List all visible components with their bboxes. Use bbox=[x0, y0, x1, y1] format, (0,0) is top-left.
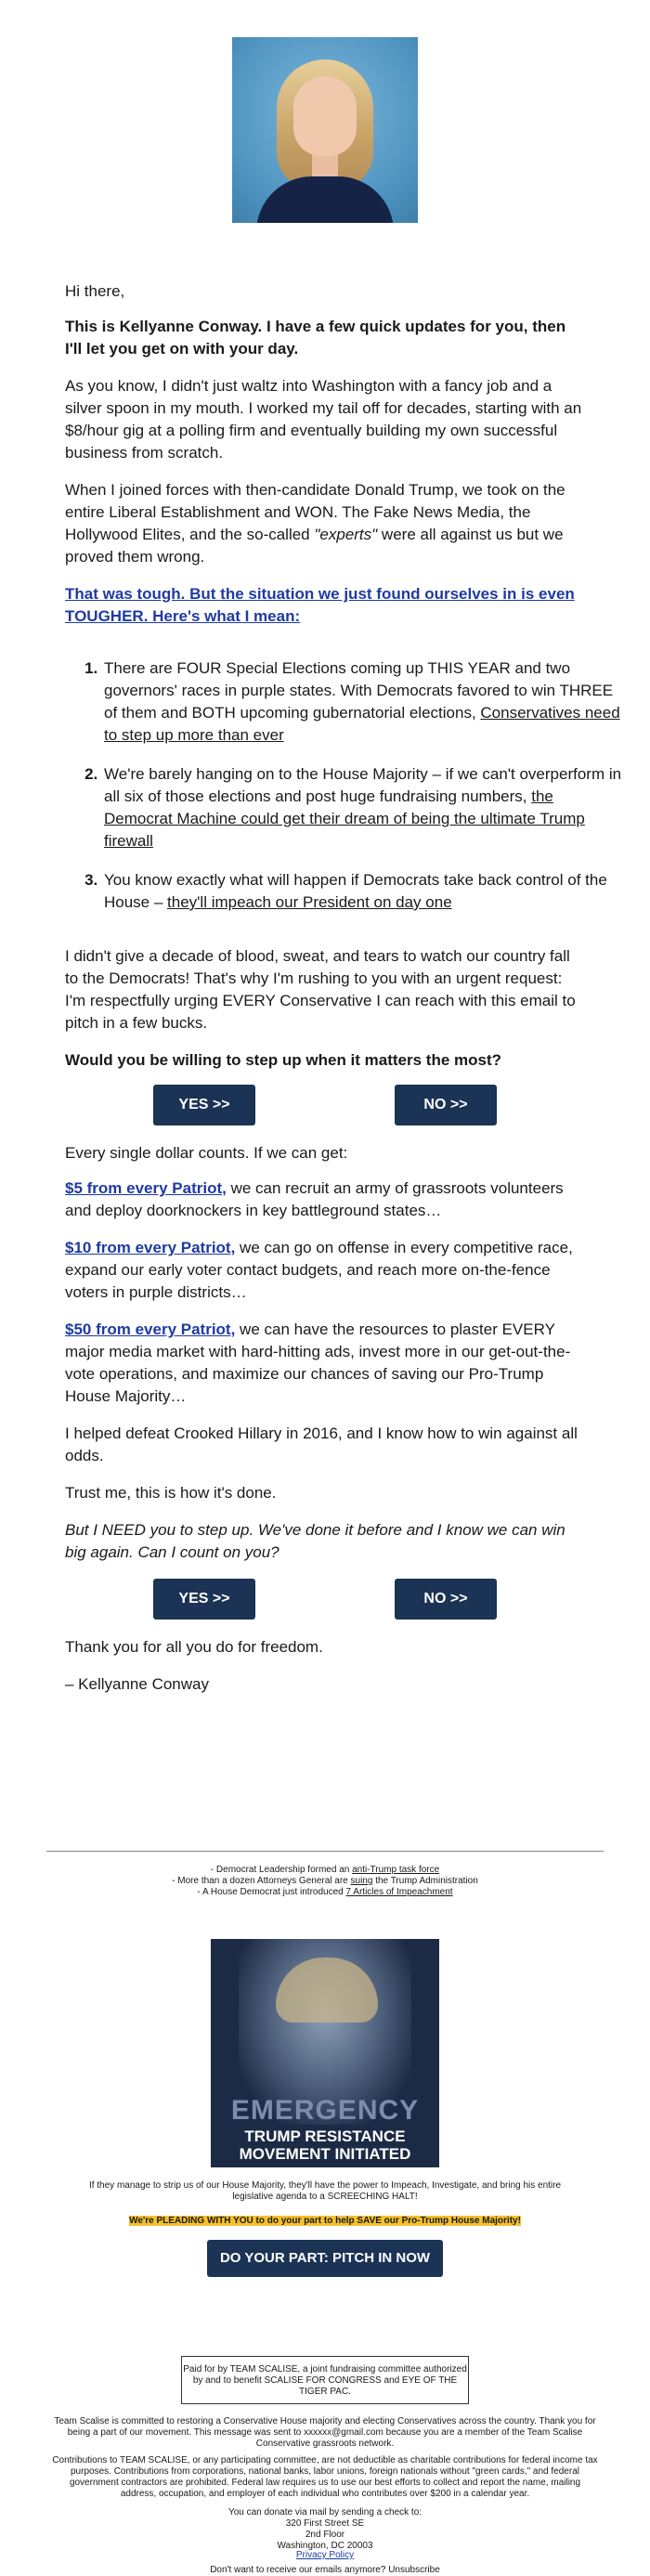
paragraph-urgent-request: I didn't give a decade of blood, sweat, and tears to watch our country fall to the Democrats! That's why I'm rushing to you with an urgent request: I'm respectfully urging EVERY Conservative I can reach with this email to pitch in a few bucks. bbox=[65, 947, 576, 1032]
thanks-text: Thank you for all you do for freedom. bbox=[65, 1638, 323, 1656]
impeachment-link[interactable]: 7 Articles of Impeachment bbox=[345, 1887, 453, 1897]
tough-link[interactable]: That was tough. But the situation we just found ourselves in is even TOUGHER. Here's what I mean: bbox=[65, 585, 575, 625]
paragraph-step-up: But I NEED you to step up. We've done it before and I know we can win big again. Can I count on you? bbox=[65, 1521, 566, 1561]
yes-button[interactable]: YES >> bbox=[153, 1085, 255, 1125]
highlight-row bbox=[0, 2216, 650, 2227]
privacy-row bbox=[0, 2550, 650, 2561]
ask-5-link[interactable]: $5 from every Patriot, bbox=[65, 1179, 227, 1197]
updates-list bbox=[65, 657, 622, 930]
paragraph-every-dollar: Every single dollar counts. If we can get: bbox=[65, 1144, 348, 1162]
signature: – Kellyanne Conway bbox=[65, 1675, 209, 1693]
divider bbox=[46, 1851, 604, 1852]
ask-10-link[interactable]: $10 from every Patriot, bbox=[65, 1239, 236, 1256]
paragraph-crooked-hillary: I helped defeat Crooked Hillary in 2016, and I know how to win against all odds. bbox=[65, 1425, 578, 1464]
paragraph-joined-forces: When I joined forces with then-candidate Donald Trump, we took on the entire Liberal Establishment and WON. The Fake News Media, the Hollywood Elites, and the so-called "experts" were all against us but we proved them wrong. bbox=[65, 481, 566, 566]
vote-buttons-2 bbox=[65, 1579, 585, 1620]
footer-bullet: - A House Democrat just introduced 7 Articles of Impeachment bbox=[197, 1887, 453, 1897]
footer-bullet: - More than a dozen Attorneys General are suing the Trump Administration bbox=[172, 1876, 478, 1886]
warning-text: If they manage to strip us of our House Majority, they'll have the power to Impeach, Investigate, and bring his entire legislative agenda to a SCREECHING HALT! bbox=[88, 2180, 562, 2202]
highlight-text: We're PLEADING WITH YOU to do your part to help SAVE our Pro-Trump House Majority! bbox=[129, 2216, 521, 2226]
emergency-title: EMERGENCY bbox=[230, 2095, 420, 2126]
email-body bbox=[65, 37, 622, 1802]
emergency-banner-image[interactable] bbox=[211, 1939, 439, 2167]
no-button[interactable]: NO >> bbox=[395, 1579, 497, 1620]
question-text: Would you be willing to step up when it matters the most? bbox=[65, 1051, 502, 1069]
yes-button[interactable]: YES >> bbox=[153, 1579, 255, 1620]
list-item: 1. There are FOUR Special Elections coming up THIS YEAR and two governors' races in purple states. With Democrats favored to win THREE of them and BOTH upcoming gubernatorial elections, Conservatives need to step up more than ever bbox=[102, 657, 622, 747]
list-item: 2. We're barely hanging on to the House Majority – if we can't overperform in all six of those elections and post huge fundraising numbers, the Democrat Machine could get their dream of being the ultimate Trump firewall bbox=[102, 763, 622, 852]
paragraph-background: As you know, I didn't just waltz into Washington with a fancy job and a silver spoon in my mouth. I worked my tail off for decades, starting with an $8/hour gig at a polling firm and eventually building my own successful business from scratch. bbox=[65, 377, 582, 462]
paid-for-box: Paid for by TEAM SCALISE, a joint fundraising committee authorized by and to benefit SCALISE FOR CONGRESS and EYE OF THE TIGER PAC. bbox=[181, 2356, 469, 2404]
ask-10: $10 from every Patriot, we can go on offense in every competitive race, expand our early voter contact budgets, and reach more on-the-fence voters in purple districts… bbox=[65, 1239, 573, 1301]
ask-5: $5 from every Patriot, we can recruit an army of grassroots volunteers and deploy doorknockers in key battleground states… bbox=[65, 1179, 564, 1219]
privacy-policy-link[interactable]: Privacy Policy bbox=[295, 2550, 355, 2560]
ask-50: $50 from every Patriot, we can have the resources to plaster EVERY major media market with hard-hitting ads, invest more in our get-out-the-vote operations, and maximize our chances of saving our Pro-Trump House Majority… bbox=[65, 1321, 571, 1405]
about-text: Team Scalise is committed to restoring a Conservative House majority and electing Conservatives across the country. Thank you for being a part of our movement. This message was sent to xxxxxx@gmail.com because you are a member of the Team Scalise Conservative grassroots network. bbox=[54, 2416, 596, 2449]
list-item: 3. You know exactly what will happen if Democrats take back control of the House – they'll impeach our President on day one bbox=[102, 869, 622, 914]
no-button[interactable]: NO >> bbox=[395, 1085, 497, 1125]
greeting: Hi there, bbox=[65, 282, 125, 300]
paragraph-tough bbox=[65, 583, 585, 628]
suing-link[interactable]: suing bbox=[350, 1876, 373, 1886]
footer-bullets bbox=[0, 1865, 650, 1898]
legal-text: Contributions to TEAM SCALISE, or any participating committee, are not deductible as charitable contributions for federal income tax purposes. Contributions from corporations, national banks, labor unions, foreign nationals without "green cards," and federal government contractors are prohibited. Federal law requires us to use our best efforts to collect and report the name, mailing address, occupation, and employer of each individual who contributes over $200 in a calendar year. bbox=[52, 2455, 598, 2499]
pitch-in-button[interactable]: DO YOUR PART: PITCH IN NOW bbox=[207, 2240, 443, 2277]
emergency-subtitle: TRUMP RESISTANCE MOVEMENT INITIATED bbox=[239, 2127, 411, 2163]
task-force-link[interactable]: anti-Trump task force bbox=[352, 1865, 440, 1875]
paragraph-trust-me: Trust me, this is how it's done. bbox=[65, 1484, 277, 1502]
vote-buttons-1 bbox=[65, 1085, 585, 1125]
footer-bullet: - Democrat Leadership formed an anti-Trump task force bbox=[210, 1865, 440, 1875]
mailing-address: You can donate via mail by sending a check to: 320 First Street SE 2nd Floor Washington, DC 20003 bbox=[228, 2507, 422, 2551]
ask-50-link[interactable]: $50 from every Patriot, bbox=[65, 1321, 236, 1338]
intro-text: This is Kellyanne Conway. I have a few quick updates for you, then I'll let you get on with your day. bbox=[65, 318, 566, 358]
unsubscribe-text[interactable]: Don't want to receive our emails anymore? Unsubscribe bbox=[210, 2565, 440, 2575]
